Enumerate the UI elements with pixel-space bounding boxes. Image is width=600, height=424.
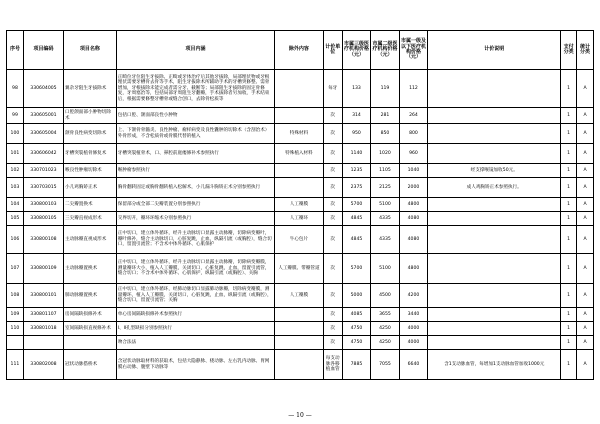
row-payment-class: 1 [561, 70, 577, 108]
row-price-2: 1020 [371, 144, 400, 164]
table-row [7, 254, 594, 284]
row-price-1: 6640 [399, 350, 428, 380]
row-pricing-note: 经支撑喉镜加收50元。 [428, 164, 561, 178]
row-seq: 104 [7, 198, 24, 212]
row-pricing-note [428, 212, 561, 226]
row-pricing-note [428, 198, 561, 212]
row-code: 330605001 [23, 108, 63, 124]
header-pricing-note: 计价说明 [428, 31, 561, 70]
row-name: 房间隔缺损修补术 [64, 308, 117, 322]
row-unit: 次 [323, 108, 342, 124]
page-number: — 10 — [288, 412, 312, 419]
row-seq: 106 [7, 226, 24, 254]
row-pricing-note [428, 284, 561, 308]
row-exclusions [275, 308, 324, 322]
row-seq: 100 [7, 124, 24, 144]
row-stat-class: A [577, 144, 594, 164]
row-content: 正中切口，建立体外循环，经升主动脉切口显露主动脉瓣，切除病变瓣叶，瓣叶修补，缝合主动脉切口，心脏复跳，止血，纵隔引流（或胸腔），缝合切口，留置引流管；不含术中体外循环、心肌保护 [116, 226, 274, 254]
row-pricing-note [428, 254, 561, 284]
row-stat-class: A [577, 70, 594, 108]
row-unit: 次 [323, 284, 342, 308]
header-exclusions: 除外内容 [275, 31, 324, 70]
row-price-2: 5100 [371, 198, 400, 212]
row-pricing-note [428, 144, 561, 164]
row-stat-class: A [577, 198, 594, 212]
row-exclusions: 人工瓣膜 [275, 198, 324, 212]
row-unit: 次 [323, 308, 342, 322]
row-exclusions [275, 178, 324, 198]
row-price-2: 4250 [371, 322, 400, 336]
row-stat-class: A [577, 108, 594, 124]
row-code: 330800105 [23, 212, 63, 226]
continuation-cell-7: 4250 [371, 336, 400, 350]
header-stat-class: 统计分类 [577, 31, 594, 70]
row-exclusions: 人工瓣环 [275, 212, 324, 226]
row-price-3: 5000 [342, 284, 371, 308]
row-code: 330800103 [23, 198, 63, 212]
row-name: 喉良性肿瘤切除术 [64, 164, 117, 178]
row-seq: 101 [7, 144, 24, 164]
row-unit: 次 [323, 198, 342, 212]
row-price-2: 281 [371, 108, 400, 124]
row-content: 单心房间隔缺损修补术参照执行 [116, 308, 274, 322]
row-unit: 次 [323, 164, 342, 178]
row-price-3: 950 [342, 124, 371, 144]
row-price-1: 3440 [399, 308, 428, 322]
row-seq: 111 [7, 350, 24, 380]
row-price-1: 4000 [399, 322, 428, 336]
row-code: 330604005 [23, 70, 63, 108]
row-unit: 次 [323, 124, 342, 144]
row-unit: 每支动脉各移植血管 [323, 350, 342, 380]
row-seq: 110 [7, 322, 24, 336]
row-content: 上、下颌骨骨髓炎、良性肿瘤、瘤样病变及良性囊肿的切除术（含刮治术）外骨形成，不含松质骨或骨膜代替的植入 [116, 124, 274, 144]
row-pricing-note: 含1支动脉血管，每增加1支动脉血管加收1000元 [428, 350, 561, 380]
continuation-cell-3: 吻合法法 [116, 336, 274, 350]
row-name: 三尖瓣直视成形术 [64, 212, 117, 226]
row-stat-class: A [577, 322, 594, 336]
row-code: 330800108 [23, 226, 63, 254]
table-row [7, 226, 594, 254]
header-code: 项目编码 [23, 31, 63, 70]
row-price-3: 5700 [342, 198, 371, 212]
row-price-2: 4335 [371, 212, 400, 226]
row-stat-class: A [577, 164, 594, 178]
row-seq: 109 [7, 308, 24, 322]
row-name: 肺动脉瓣置换术 [64, 284, 117, 308]
row-payment-class: 1 [561, 308, 577, 322]
row-name: 牙槽突裂植骨修复术 [64, 144, 117, 164]
row-price-1: 960 [399, 144, 428, 164]
row-code: 330802008 [23, 350, 63, 380]
row-pricing-note [428, 70, 561, 108]
header-row [7, 31, 594, 70]
row-price-1: 264 [399, 108, 428, 124]
header-content: 项目内涵 [116, 31, 274, 70]
row-name: 小儿鸡胸矫正术 [64, 178, 117, 198]
row-exclusions [275, 164, 324, 178]
continuation-cell-10: 1 [561, 336, 577, 350]
row-name: 室间隔缺损直视修补术 [64, 322, 117, 336]
row-stat-class: A [577, 284, 594, 308]
continuation-cell-9 [428, 336, 561, 350]
row-price-3: 7885 [342, 350, 371, 380]
row-price-1: 800 [399, 124, 428, 144]
continuation-cell-6: 4750 [342, 336, 371, 350]
row-exclusions [275, 322, 324, 336]
row-code: 330606042 [23, 144, 63, 164]
row-content: 正畸位牙位阻生牙拔除、正畸或牙体治疗后其他牙拔除，局部埋伏物或牙根埋伏需要牙槽骨去骨等手术，阻生牙拔除术所辅助手术的牙槽突修整、需骨增加，牙根拔除未能完成者需分牙、截断等；局部阻生牙拔除的固定骨修复，牙周塞治等，包括局部牙周阻生牙翻瓣，手术拔除者另加收，手术结束后，根据需要修整牙槽骨或缝合创口，去除骨松质等 [116, 70, 274, 108]
row-code: 330800109 [23, 254, 63, 284]
row-unit: 每牙 [323, 70, 342, 108]
continuation-cell-4 [275, 336, 324, 350]
row-content: 交界切开，瓣环环缩术分别参照执行 [116, 212, 274, 226]
row-price-3: 314 [342, 108, 371, 124]
row-price-2: 5100 [371, 254, 400, 284]
row-content: 正中切口，建立体外循环，经肺动脉切口显露肺动脉瓣，切除病变瓣膜，测量瓣环，植入人工瓣膜，关闭切口，心脏复跳，止血，纵隔引流（或胸腔），缝合切口，留置引流管；关胸 [116, 284, 274, 308]
row-price-3: 1235 [342, 164, 371, 178]
price-table [6, 30, 594, 380]
row-price-2: 850 [371, 124, 400, 144]
table-row [7, 212, 594, 226]
table-row-continuation [7, 336, 594, 350]
row-price-1: 4800 [399, 254, 428, 284]
continuation-cell-8: 4000 [399, 336, 428, 350]
row-content: Ⅰ、Ⅱ孔型缺损分别参照执行 [116, 322, 274, 336]
row-payment-class: 1 [561, 322, 577, 336]
row-payment-class: 1 [561, 164, 577, 178]
header-price-1: 市属一级及以下医疗机构价格（元） [399, 31, 428, 70]
row-price-2: 7055 [371, 350, 400, 380]
row-content: 喉肿瘤参照执行 [116, 164, 274, 178]
row-pricing-note [428, 108, 561, 124]
row-code: 330801018 [23, 322, 63, 336]
row-seq: 107 [7, 254, 24, 284]
row-price-1: 112 [399, 70, 428, 108]
table-row [7, 108, 594, 124]
row-price-3: 4845 [342, 226, 371, 254]
row-payment-class: 1 [561, 284, 577, 308]
row-pricing-note [428, 124, 561, 144]
row-price-2: 4500 [371, 284, 400, 308]
row-pricing-note [428, 226, 561, 254]
row-name: 翼杂牙阻生牙拔除术 [64, 70, 117, 108]
continuation-cell-0 [7, 336, 24, 350]
row-pricing-note [428, 322, 561, 336]
row-exclusions: 人工瓣膜、带瓣管道 [275, 254, 324, 284]
row-price-2: 119 [371, 70, 400, 108]
row-stat-class: A [577, 350, 594, 380]
table-row [7, 308, 594, 322]
row-name: 二尖瓣置换术 [64, 198, 117, 212]
row-price-2: 2125 [371, 178, 400, 198]
row-code: 330701023 [23, 164, 63, 178]
row-payment-class: 1 [561, 212, 577, 226]
row-code: 330801107 [23, 308, 63, 322]
row-pricing-note: 成人鸡胸矫正术参照执行。 [428, 178, 561, 198]
row-price-1: 4200 [399, 284, 428, 308]
row-content: 牙槽突裂植骨术，口、鼻腔前庭瘘修补术参照执行 [116, 144, 274, 164]
continuation-cell-5: 次 [323, 336, 342, 350]
row-unit: 次 [323, 144, 342, 164]
row-exclusions: 牛心包片 [275, 226, 324, 254]
row-unit: 次 [323, 212, 342, 226]
row-price-3: 1140 [342, 144, 371, 164]
row-stat-class: A [577, 212, 594, 226]
table-row [7, 284, 594, 308]
table-row [7, 322, 594, 336]
header-name: 项目名称 [64, 31, 117, 70]
row-content: 含冠状动脉取材料的获取术，包括大隐静脉、桡动脉、左右乳内动脉、胃网膜右动脉、腹壁下动脉等 [116, 350, 274, 380]
row-price-3: 133 [342, 70, 371, 108]
row-exclusions [275, 70, 324, 108]
row-exclusions [275, 108, 324, 124]
row-unit: 次 [323, 226, 342, 254]
row-price-3: 4085 [342, 308, 371, 322]
header-payment-class: 支付分类 [561, 31, 577, 70]
header-seq: 序号 [7, 31, 24, 70]
table-row [7, 178, 594, 198]
row-price-2: 1105 [371, 164, 400, 178]
row-seq: 98 [7, 70, 24, 108]
row-payment-class: 1 [561, 198, 577, 212]
row-name: 主动脉瓣直视成形术 [64, 226, 117, 254]
continuation-cell-1 [23, 336, 63, 350]
row-content: 保留部分或全部二尖瓣装置分别参照执行 [116, 198, 274, 212]
row-unit: 次 [323, 254, 342, 284]
row-code: 330605004 [23, 124, 63, 144]
row-payment-class: 1 [561, 350, 577, 380]
row-pricing-note [428, 308, 561, 322]
row-payment-class: 1 [561, 254, 577, 284]
row-seq: 105 [7, 212, 24, 226]
row-price-1: 4080 [399, 212, 428, 226]
continuation-cell-2 [64, 336, 117, 350]
row-price-1: 1040 [399, 164, 428, 178]
header-unit: 计价单位 [323, 31, 342, 70]
row-stat-class: A [577, 124, 594, 144]
row-name: 颌骨良性病变切除术 [64, 124, 117, 144]
row-price-3: 4845 [342, 212, 371, 226]
row-stat-class: A [577, 178, 594, 198]
row-price-1: 2000 [399, 178, 428, 198]
continuation-cell-11: A [577, 336, 594, 350]
table-row [7, 124, 594, 144]
table-row [7, 164, 594, 178]
row-payment-class: 1 [561, 108, 577, 124]
row-seq: 108 [7, 284, 24, 308]
row-payment-class: 1 [561, 144, 577, 164]
row-content: 正中切口，建立体外循环，经升主动脉切口显露主动脉瓣，切除病变瓣膜，测量瓣环大小，植入人工瓣膜，关闭切口，心脏复跳，止血，留置引流管，缝合切口；不含术中体外循环、心肌保护，纵隔引流（或胸腔）、关胸 [116, 254, 274, 284]
row-seq: 99 [7, 108, 24, 124]
row-name: 冠状动脉搭桥术 [64, 350, 117, 380]
row-content: 包括口腔、颌面部良性小肿物 [116, 108, 274, 124]
row-seq: 103 [7, 178, 24, 198]
row-exclusions: 人工瓣膜 [275, 284, 324, 308]
row-exclusions: 特殊植入材料 [275, 144, 324, 164]
table-row [7, 70, 594, 108]
row-payment-class: 1 [561, 226, 577, 254]
row-price-2: 4335 [371, 226, 400, 254]
row-name: 口腔颌面部小肿物切除术 [64, 108, 117, 124]
row-payment-class: 1 [561, 124, 577, 144]
row-exclusions [275, 350, 324, 380]
header-price-3: 市属三级医疗机构价格（元） [342, 31, 371, 70]
row-content: 胸骨翻转固定或胸骨翻转植入松解术，小儿漏斗胸矫正术分别参照执行 [116, 178, 274, 198]
table-row [7, 198, 594, 212]
row-stat-class: A [577, 254, 594, 284]
row-price-3: 4750 [342, 322, 371, 336]
table-row [7, 144, 594, 164]
row-code: 330800101 [23, 284, 63, 308]
row-stat-class: A [577, 308, 594, 322]
row-exclusions: 特殊材料 [275, 124, 324, 144]
header-price-2: 市属二级医疗机构价格（元） [371, 31, 400, 70]
row-price-2: 3655 [371, 308, 400, 322]
row-name: 主动脉瓣置换术 [64, 254, 117, 284]
row-price-3: 2375 [342, 178, 371, 198]
row-unit: 次 [323, 178, 342, 198]
table-row [7, 350, 594, 380]
row-price-1: 4800 [399, 198, 428, 212]
row-price-1: 4080 [399, 226, 428, 254]
row-stat-class: A [577, 226, 594, 254]
row-code: 330703015 [23, 178, 63, 198]
row-unit: 次 [323, 322, 342, 336]
row-seq: 102 [7, 164, 24, 178]
row-price-3: 5700 [342, 254, 371, 284]
row-payment-class: 1 [561, 178, 577, 198]
